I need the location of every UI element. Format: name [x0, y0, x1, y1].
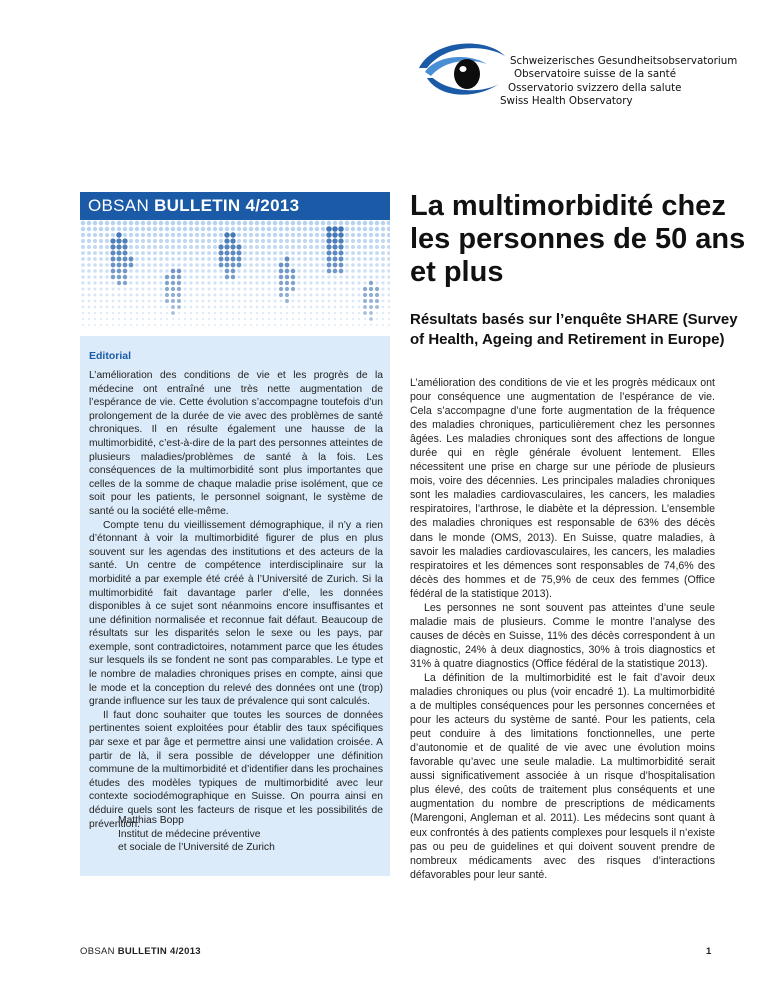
article-paragraph: Les personnes ne sont souvent pas atteintes d’une seule maladie mais de plusieurs. Comme le montre l’analyse des causes de décès en Suisse, 11% des décès correspondent à un diagnostic, 24% à deux diagnostics, 30% à trois diagnostics et 31% à quatre diagnostics (Office fédéral de la statistique 2013).: [410, 601, 715, 670]
editorial-box: [80, 336, 390, 876]
article-paragraph: La définition de la multimorbidité est le fait d’avoir deux maladies chroniques ou plus (voir encadré 1). La multimorbidité a de multiples conséquences pour les personnes concernées et pour les acteurs du système de santé. Pour les patients, cela peut conduire à des limitations fonctionnelles, une perte d’autonomie et de qualité de vie avec une évolution moins favorable qu’avec une seule maladie. La multimorbidité serait aussi significativement associée à un risque d’hospitalisation plus élevé, des coûts de traitement plus conséquents et une augmentation du nombre de prescriptions de médicaments (Marengoni, Angleman et al. 2011). Les médecins sont quant à eux confrontés à des patients complexes pour lesquels il n’existe pas ou peu de guidelines et qui doivent souvent prendre de nombreux médicaments avec des risques d’interactions défavorables pour leur santé.: [410, 671, 715, 881]
banner-text: [80, 196, 299, 216]
page-number: 1: [706, 946, 712, 957]
obsan-logo: [415, 38, 507, 100]
banner-obsan: OBSAN: [88, 196, 150, 215]
signature-institute: Institut de médecine préventive: [118, 828, 261, 840]
editorial-body: [89, 369, 383, 831]
article-title: La multimorbidité chez les personnes de 50 ans et plus: [410, 190, 746, 288]
org-name-it: Osservatorio svizzero della salute: [508, 81, 682, 94]
signature-author: Matthias Bopp: [118, 815, 184, 826]
editorial-heading: Editorial: [89, 350, 132, 362]
org-name-en: Swiss Health Observatory: [500, 95, 633, 108]
article-subtitle: Résultats basés sur l’enquête SHARE (Survey of Health, Ageing and Retirement in Europe): [410, 311, 738, 348]
organization-names: [500, 55, 738, 109]
footer-bulletin: [80, 946, 201, 957]
org-name-fr: Observatoire suisse de la santé: [514, 68, 677, 81]
editorial-paragraph: Il faut donc souhaiter que toutes les sources de données pertinentes soient exploitées pour établir des taux spécifiques par sexe et par âge et permettre ainsi une validation croisée. A partir de là, il sera possible de développer une définition commune de la multimorbidité et d’identifier dans les prochaines études des modèles typiques de multimorbidité avec leur contexte sociodémographique en Suisse. On pourra ainsi en déduire quels sont les facteurs de risque et les possibilités de prévention.: [89, 709, 383, 830]
editorial-paragraph: Compte tenu du vieillissement démographique, il n’y a rien d’étonnant à voir la multimorbidité figurer de plus en plus souvent sur les agendas des institutions et des acteurs de la santé. Un centre de compétence interdisciplinaire sur la morbidité a par exemple été créé à l’Université de Zurich. Si la multimorbidité fait davantage parler d’elle, les données disponibles à ce sujet sont néanmoins encore insuffisantes et une définition normalisée et reconnue fait défaut. Beaucoup de résultats sur les disparités selon le sexe ou les pays, par exemple, sont contradictoires, notamment parce que les études sur lesquels ils se fondent ne sont pas comparables. Le type et le nombre de maladies chroniques prises en compte, ainsi que le mode et la conception du relevé des données ont une (trop) grande influence sur les taux de prévalence qui sont calculés.: [89, 519, 383, 708]
editorial-signature: [118, 814, 275, 855]
decorative-dot-pattern: [80, 220, 390, 328]
banner-bulletin: BULLETIN 4/2013: [154, 196, 300, 215]
org-name-de: Schweizerisches Gesundheitsobservatorium: [510, 55, 738, 67]
footer-bulletin-number: BULLETIN 4/2013: [117, 946, 201, 957]
article-paragraph: L’amélioration des conditions de vie et les progrès médicaux ont pour conséquence une augmentation de l’espérance de vie. Cela s’accompagne d’une forte augmentation de la fréquence des maladies chroniques, particulièrement chez les personnes âgées. Les maladies chroniques sont des affections de longue durée qui en règle générale évoluent lentement. Elles nécessitent une prise en charge sur une période de plusieurs mois, voire des décennies. Les principales maladies chroniques sont les maladies cardiovasculaires, les cancers, les maladies respiratoires, l’arthrose, le diabète et la dépression. L’ensemble des maladies chroniques est responsable de 63% des décès dans le monde (OMS, 2013). En Suisse, quatre maladies, à savoir les maladies cardiovasculaires, les cancers, les maladies respiratoires et les démences sont responsables de 74,6% des décès des hommes et de 75,9% de ceux des femmes (Office fédéral de la statistique 2013).: [410, 377, 715, 600]
footer-obsan: OBSAN: [80, 946, 115, 957]
bulletin-banner: [80, 192, 390, 220]
editorial-paragraph: L’amélioration des conditions de vie et les progrès de la médecine ont entraîné une très nette augmentation de l’espérance de vie. Cette évolution s’accompagne toutefois d’un prolongement de la durée de vie avec des problèmes de santé chroniques. Il en résulte également une hausse de la multimorbidité, c’est-à-dire de la part des personnes atteintes de plusieurs maladies/problèmes de santé à la fois. Les conséquences de la multimorbidité sont plus importantes que celles de la somme de chaque maladie prise isolément, que ce soit pour les patients, le personnel soignant, le système de santé ou la société elle-même.: [89, 370, 383, 517]
signature-university: et sociale de l’Université de Zurich: [118, 842, 275, 854]
article-body: [410, 376, 715, 882]
